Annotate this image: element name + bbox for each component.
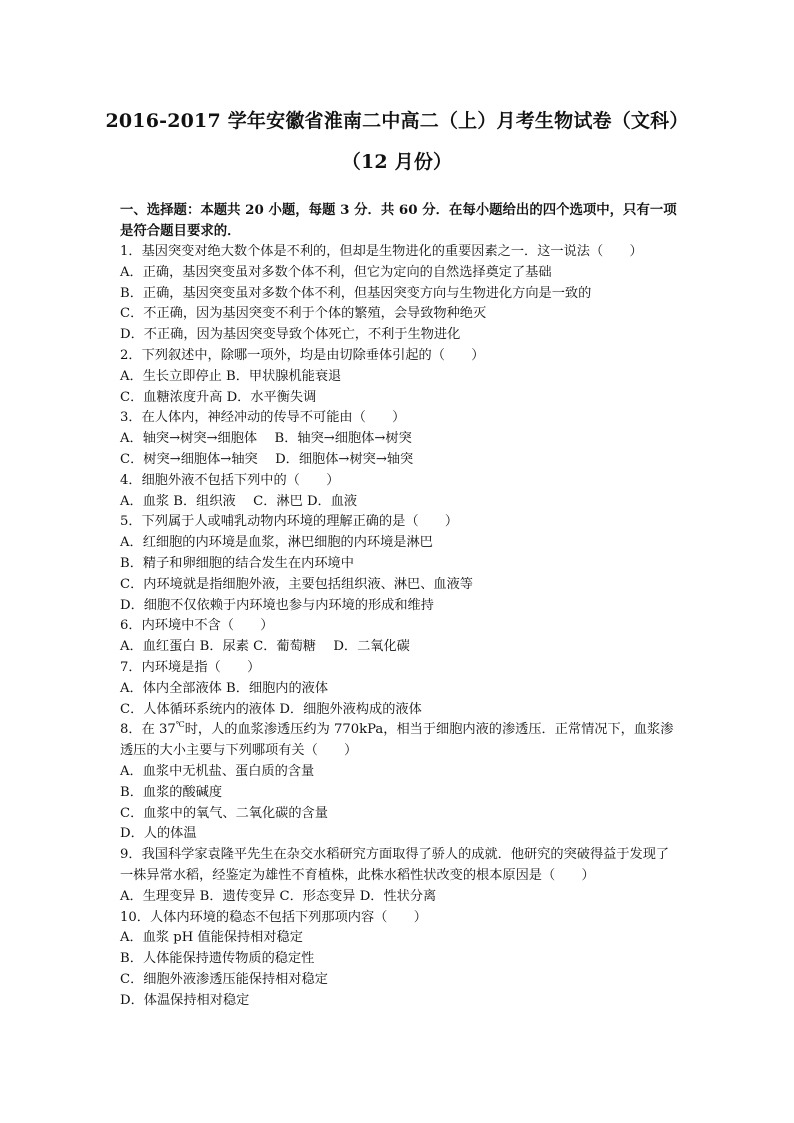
exam-title: 2016-2017 学年安徽省淮南二中高二（上）月考生物试卷（文科）: [105, 110, 689, 132]
question-8-stem-start: 8．在 37: [120, 722, 176, 738]
degree-celsius-symbol: ℃: [175, 720, 185, 730]
question-10-option-b: B．人体能保持遗传物质的稳定性: [120, 951, 315, 967]
question-9-stem: 9．我国科学家袁隆平先生在杂交水稻研究方面取得了骄人的成就．他研究的突破得益于发现了一株异常水稻，经鉴定为雄性不育植株，此株水稻性状改变的根本原因是（ ）: [120, 847, 670, 883]
question-10-option-c: C．细胞外液渗透压能保持相对稳定: [120, 971, 328, 987]
question-7-options-cd: C．人体循环系统内的液体 D．细胞外液构成的液体: [120, 701, 422, 717]
question-3-options-cd: C．树突→细胞体→轴突 D．细胞体→树突→轴突: [120, 451, 414, 467]
question-4-stem: 4．细胞外液不包括下列中的（ ）: [120, 472, 340, 488]
question-9-options: A．生理变异 B．遗传变异 C．形态变异 D．性状分离: [120, 888, 437, 904]
question-2-stem: 2．下列叙述中，除哪一项外，均是由切除垂体引起的（ ）: [120, 347, 485, 363]
question-7-stem: 7．内环境是指（ ）: [120, 659, 261, 675]
question-1-option-c: C．不正确，因为基因突变不利于个体的繁殖，会导致物种绝灭: [120, 306, 487, 322]
question-5-stem: 5．下列属于人或哺乳动物内环境的理解正确的是（ ）: [120, 514, 459, 530]
question-4-options: A．血浆 B．组织液 C．淋巴 D．血液: [120, 493, 358, 509]
exam-content: [120, 200, 680, 1011]
question-8-option-a: A．血浆中无机盐、蛋白质的含量: [120, 763, 315, 779]
question-5-option-a: A．红细胞的内环境是血浆，淋巴细胞的内环境是淋巴: [120, 535, 433, 551]
question-5-option-c: C．内环境就是指细胞外液，主要包括组织液、淋巴、血液等: [120, 576, 473, 592]
question-6-options: A．血红蛋白 B．尿素 C．葡萄糖 D．二氧化碳: [120, 639, 410, 655]
exam-subtitle: （12 月份）: [341, 151, 453, 173]
question-6-stem: 6．内环境中不含（ ）: [120, 618, 274, 634]
question-10-option-d: D．体温保持相对稳定: [120, 992, 250, 1008]
question-1-stem: 1．基因突变对绝大数个体是不利的，但却是生物进化的重要因素之一．这一说法（ ）: [120, 244, 643, 259]
question-1-option-a: A．正确，基因突变虽对多数个体不利，但它为定向的自然选择奠定了基础: [120, 264, 552, 280]
question-10-option-a: A．血浆 pH 值能保持相对稳定: [120, 930, 303, 946]
question-3-stem: 3．在人体内，神经冲动的传导不可能由（ ）: [120, 410, 406, 426]
question-8-option-b: B．血浆的酸碱度: [120, 784, 223, 800]
question-5-option-d: D．细胞不仅依赖于内环境也参与内环境的形成和维持: [120, 597, 434, 613]
question-1-option-d: D．不正确，因为基因突变导致个体死亡，不利于生物进化: [120, 327, 461, 343]
question-8-option-d: D．人的体温: [120, 826, 197, 842]
question-5-option-b: B．精子和卵细胞的结合发生在内环境中: [120, 555, 354, 571]
question-2-options-cd: C．血糖浓度升高 D．水平衡失调: [120, 389, 317, 405]
question-2-options-ab: A．生长立即停止 B．甲状腺机能衰退: [120, 368, 342, 384]
section-heading: 一、选择题：本题共 20 小题，每题 3 分．共 60 分．在每小题给出的四个选项中，只有一项是符合题目要求的．: [120, 202, 677, 239]
question-8-stem: [120, 720, 680, 762]
question-8-option-c: C．血浆中的氧气、二氧化碳的含量: [120, 805, 328, 821]
question-3-options-ab: A．轴突→树突→细胞体 B．轴突→细胞体→树突: [120, 431, 412, 447]
question-7-options-ab: A．体内全部液体 B．细胞内的液体: [120, 680, 329, 696]
question-8-stem-rest: 时，人的血浆渗透压约为 770kPa，相当于细胞内液的渗透压．正常情况下，血浆渗透压的大小主要与下列哪项有关（ ）: [120, 722, 674, 759]
question-1-option-b: B．正确，基因突变虽对多数个体不利，但基因突变方向与生物进化方向是一致的: [120, 285, 592, 301]
question-10-stem: 10．人体内环境的稳态不包括下列那项内容（ ）: [120, 909, 427, 925]
